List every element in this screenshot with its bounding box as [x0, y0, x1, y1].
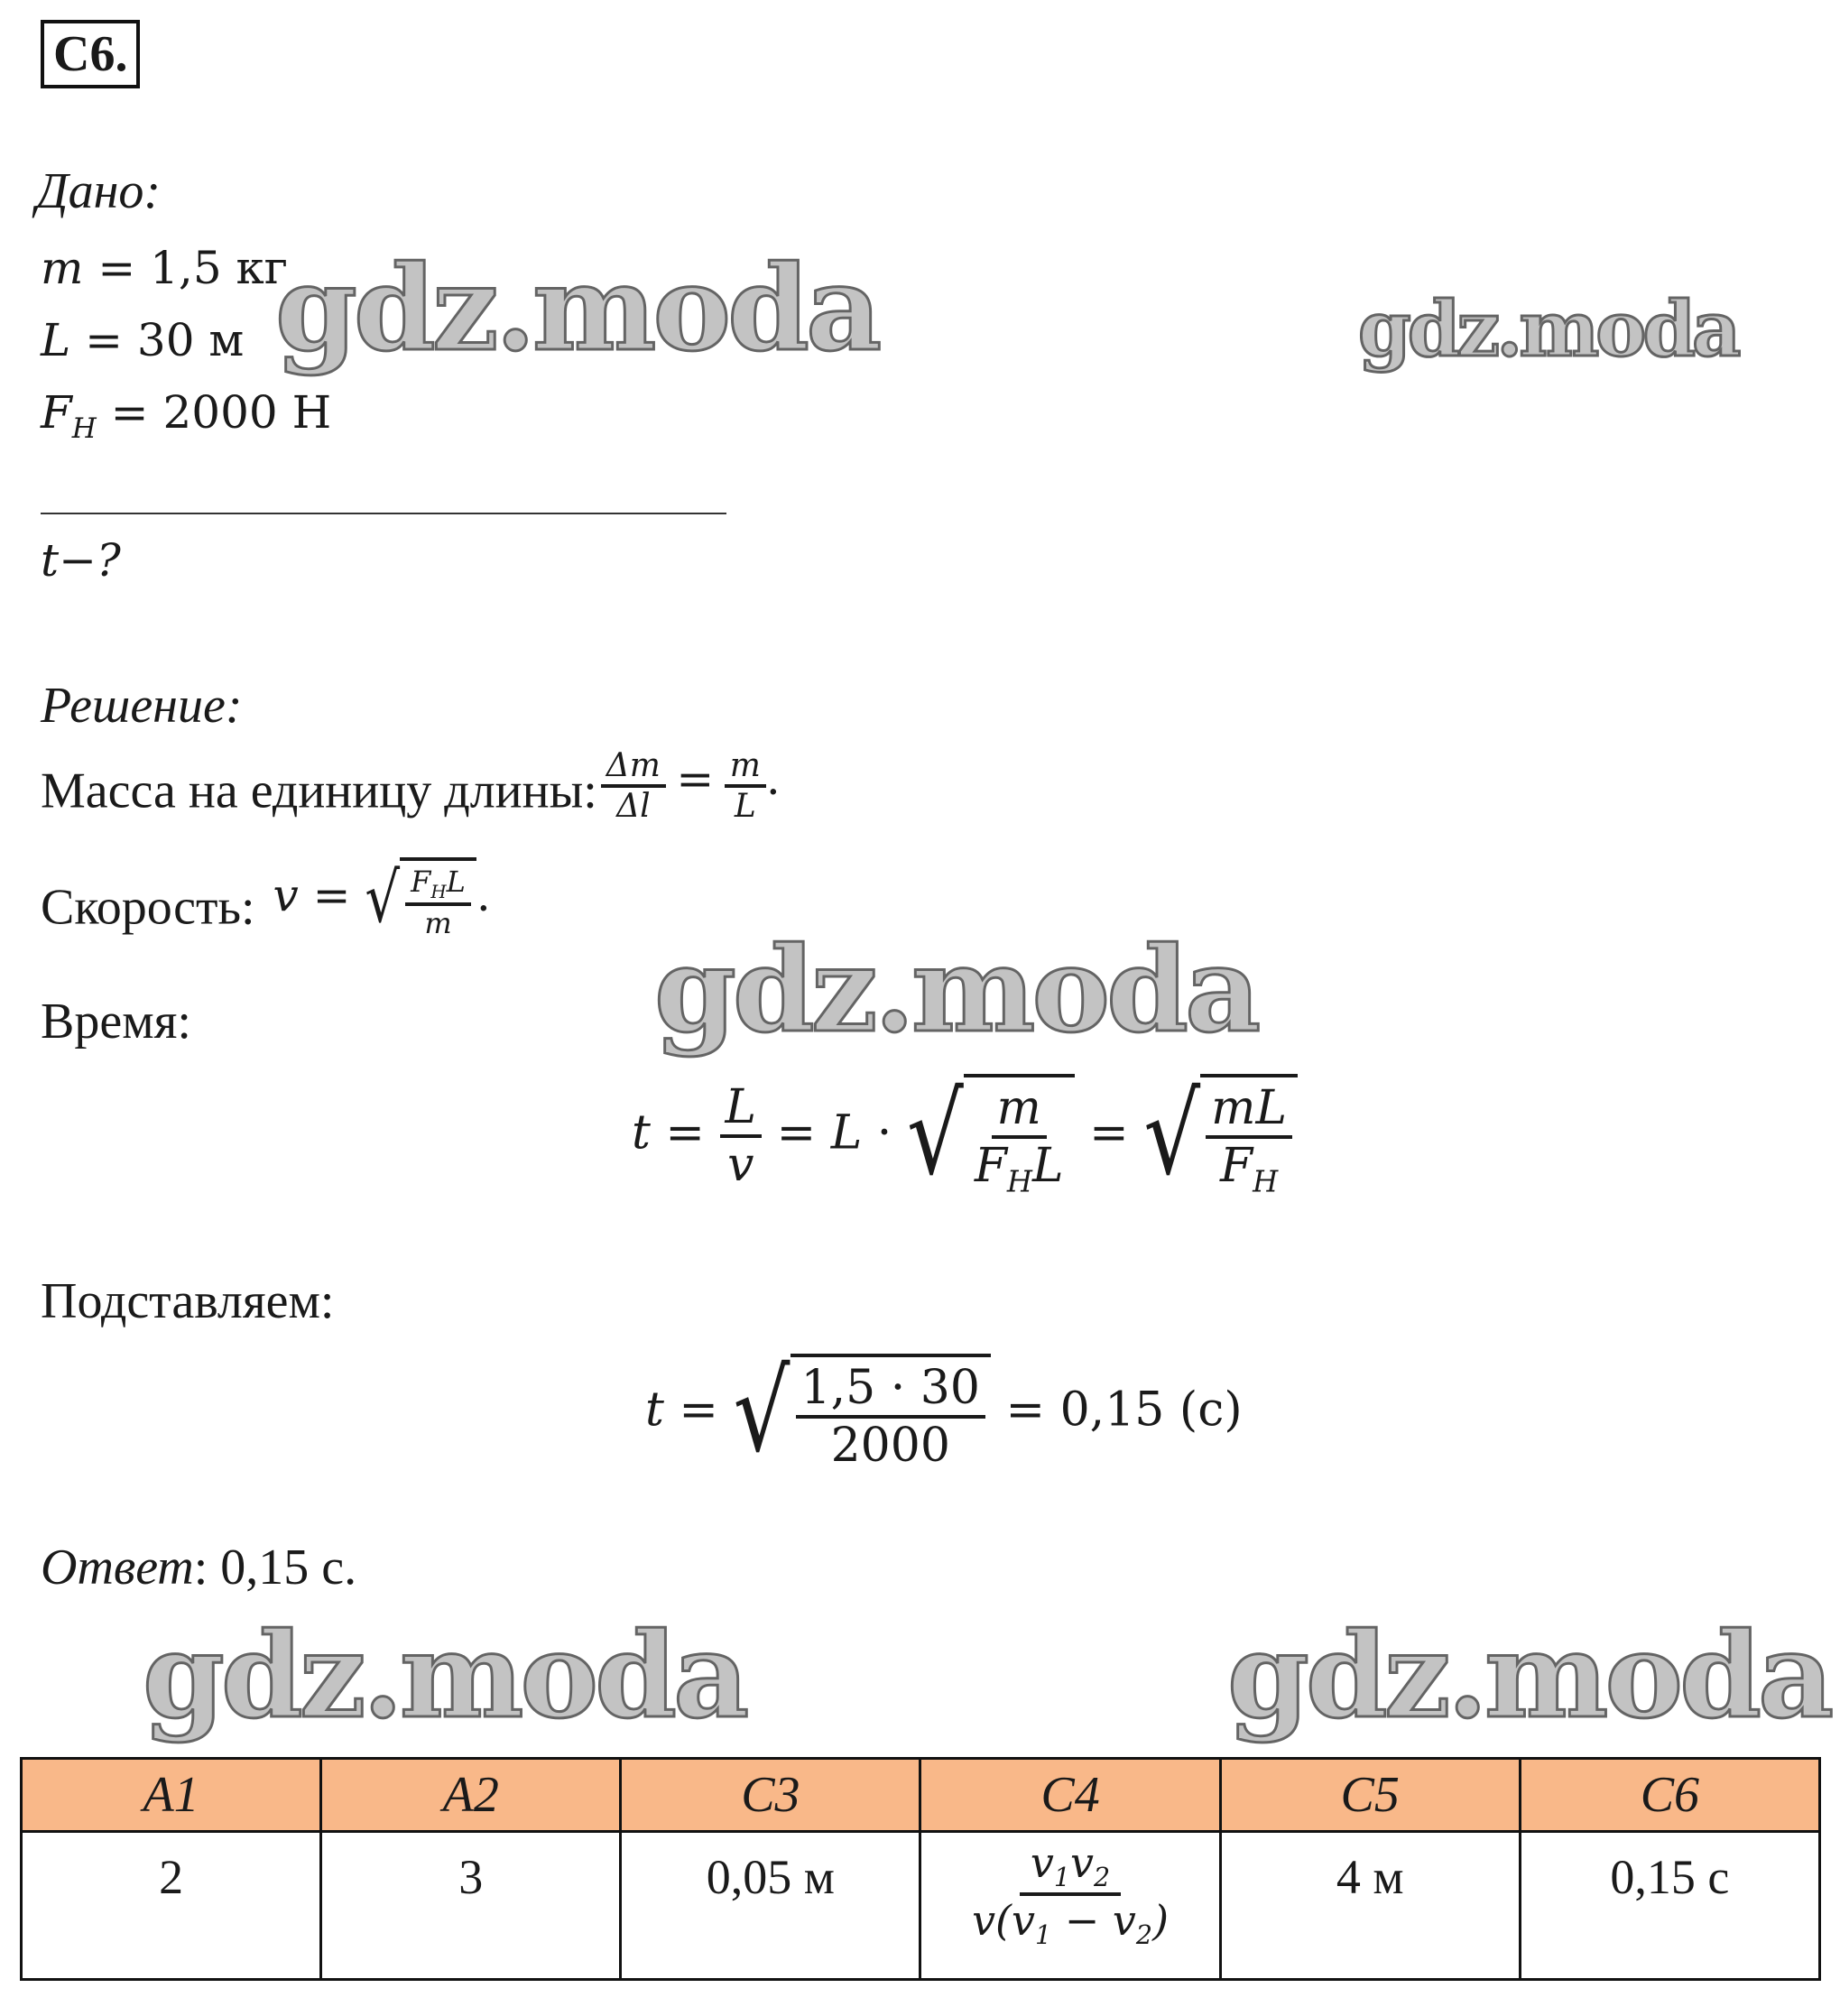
watermark-logo: gdz.moda [1227, 1606, 1831, 1744]
substitute-result: = 0,15 (с) [1005, 1383, 1243, 1438]
given-heading-text: Дано [36, 163, 144, 219]
header-a1: А1 [22, 1759, 321, 1832]
task-label: С6. [41, 20, 140, 88]
header-c5: С5 [1220, 1759, 1520, 1832]
given-L-value: = 30 м [85, 314, 245, 366]
value-a1: 2 [22, 1832, 321, 1980]
watermark-logo: gdz.moda [275, 239, 879, 377]
header-a2: А2 [321, 1759, 621, 1832]
header-c3: С3 [621, 1759, 920, 1832]
answer-value: : 0,15 с. [193, 1540, 357, 1595]
given-m: m = 1,5 кг [41, 242, 288, 294]
value-c4-formula: $\frac{v_1v_2}{v(v_1 - v_2)}$ [972, 1838, 1170, 1950]
given-m-value: = 1,5 кг [97, 242, 288, 294]
time-formula: t = $\frac{L}{v}$ = L · √ $\frac{m}{F_HL}$ = √ $\frac{mL}{F_H}$ [632, 1074, 1298, 1198]
speed-label: Скорость: [41, 879, 255, 936]
substitute-denominator: 2000 [830, 1419, 950, 1473]
given-F-value: = 2000 Н [110, 386, 332, 439]
answers-header-row [22, 1759, 1820, 1832]
given-find: t−? [41, 534, 121, 587]
watermark-logo: gdz.moda [143, 1606, 746, 1744]
solution-heading: Решение: [41, 678, 243, 734]
substitute-label: Подставляем: [41, 1273, 335, 1329]
given-L: L = 30 м [41, 314, 245, 366]
mass-per-length-formula: $\frac{\Delta m}{\Delta l}$ = $\frac{m}{L}$ . [601, 765, 781, 802]
watermark-logo: gdz.moda [654, 920, 1258, 1059]
value-c5: 4 м [1220, 1832, 1520, 1980]
time-label: Время: [41, 994, 191, 1050]
answers-table [20, 1757, 1821, 1981]
value-c3: 0,05 м [621, 1832, 920, 1980]
substitute-formula: t = √ $\frac{1,5 \cdot 30}{2000}$ = 0,15 (с) [645, 1346, 1243, 1477]
substitute-numerator: 1,5 · 30 [796, 1361, 985, 1419]
answer-label: Ответ [41, 1540, 194, 1595]
value-c6: 0,15 с [1520, 1832, 1819, 1980]
header-c6: С6 [1520, 1759, 1819, 1832]
answers-value-row [22, 1832, 1820, 1980]
given-heading: Дано: [36, 163, 162, 219]
solution-heading-text: Решение [41, 678, 226, 734]
given-divider [41, 513, 726, 514]
value-a2: 3 [321, 1832, 621, 1980]
watermark-logo: gdz.moda [1358, 284, 1738, 374]
mass-per-length-line [41, 747, 781, 825]
speed-formula: v = √ $\frac{F_HL}{m}$ . [258, 858, 491, 940]
header-c4: С4 [920, 1759, 1220, 1832]
value-c4 [920, 1832, 1220, 1980]
speed-line [41, 857, 491, 940]
given-F: $F_H = 2000$ Н [41, 386, 332, 445]
answer-line [41, 1539, 356, 1596]
mass-per-length-label: Масса на единицу длины: [41, 763, 597, 819]
